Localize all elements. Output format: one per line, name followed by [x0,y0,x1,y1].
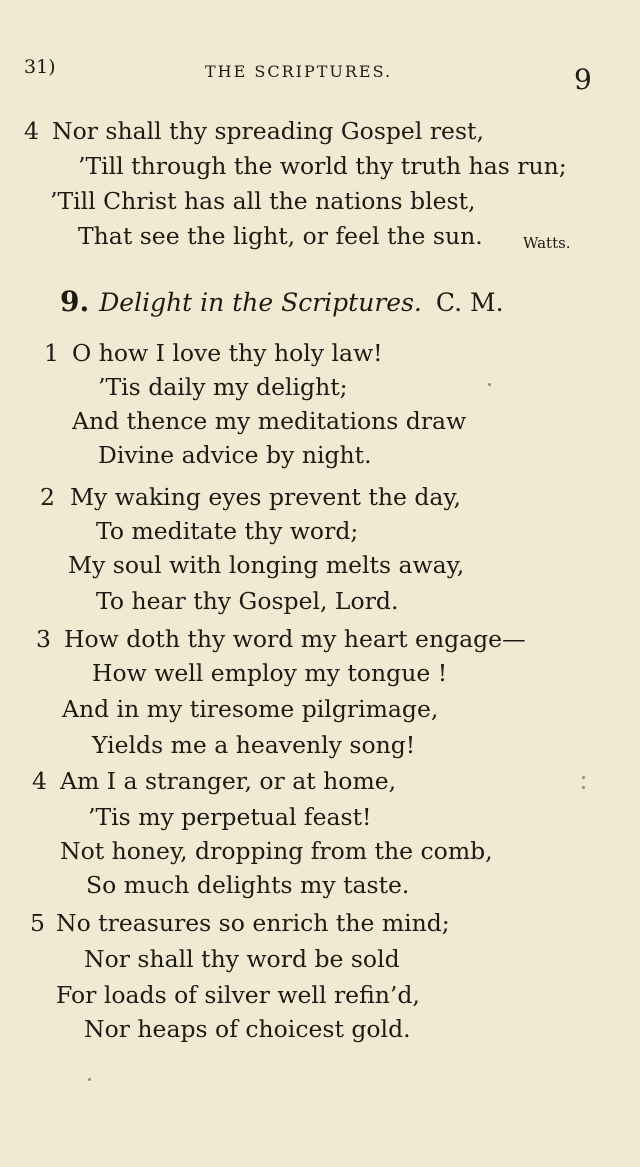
stanza-line: To meditate thy word; [96,517,359,545]
stanza-line: So much delights my taste. [86,871,410,899]
stanza-line: Am I a stranger, or at home, [60,767,397,795]
paper-speck [582,786,585,789]
stanza-line: O how I love thy holy law! [72,339,383,367]
stanza-number: 1 [44,339,59,367]
stanza-line: ’Tis daily my delight; [98,373,348,401]
paper-speck [488,383,491,386]
hymn-meter: C. M. [435,288,504,317]
stanza-line: Divine advice by night. [98,441,372,469]
stanza-line: My soul with longing melts away, [68,551,465,579]
prev-stanza-line: ’Till through the world thy truth has run; [78,152,567,180]
stanza-line: Not honey, dropping from the comb, [60,837,493,865]
hymn-number: 9. [60,285,90,318]
stanza-line: Nor heaps of choicest gold. [84,1015,411,1043]
running-title: THE SCRIPTURES. [205,62,393,81]
stanza-line: Yields me a heavenly song! [92,731,416,759]
stanza-number: 4 [32,767,47,795]
stanza-line: No treasures so enrich the mind; [56,909,450,937]
paper-speck [88,1078,91,1081]
paper-speck [582,776,585,779]
attribution: Watts. [523,234,571,252]
stanza-line: How well employ my tongue ! [92,659,448,687]
stanza-line: And in my tiresome pilgrimage, [62,695,439,723]
stanza-line: My waking eyes prevent the day, [70,483,462,511]
prev-stanza-line: That see the light, or feel the sun. [78,222,483,250]
stanza-line: To hear thy Gospel, Lord. [96,587,399,615]
prev-stanza-number: 4 [24,117,39,145]
stanza-line: For loads of silver well refin’d, [56,981,420,1009]
stanza-line: Nor shall thy word be sold [84,945,400,973]
stanza-line: And thence my meditations draw [72,407,467,435]
prev-stanza-line: Nor shall thy spreading Gospel rest, [52,117,484,145]
stanza-number: 5 [30,909,45,937]
stanza-number: 3 [36,625,51,653]
stanza-line: ’Tis my perpetual feast! [88,803,372,831]
hymn-heading [60,285,504,318]
header-left-mark: 31) [24,56,56,78]
stanza-line: How doth thy word my heart engage— [64,625,526,653]
stanza-number: 2 [40,483,55,511]
hymn-title: Delight in the Scriptures. [99,288,422,317]
prev-stanza-line: ’Till Christ has all the nations blest, [50,187,476,215]
page-number: 9 [574,63,592,96]
